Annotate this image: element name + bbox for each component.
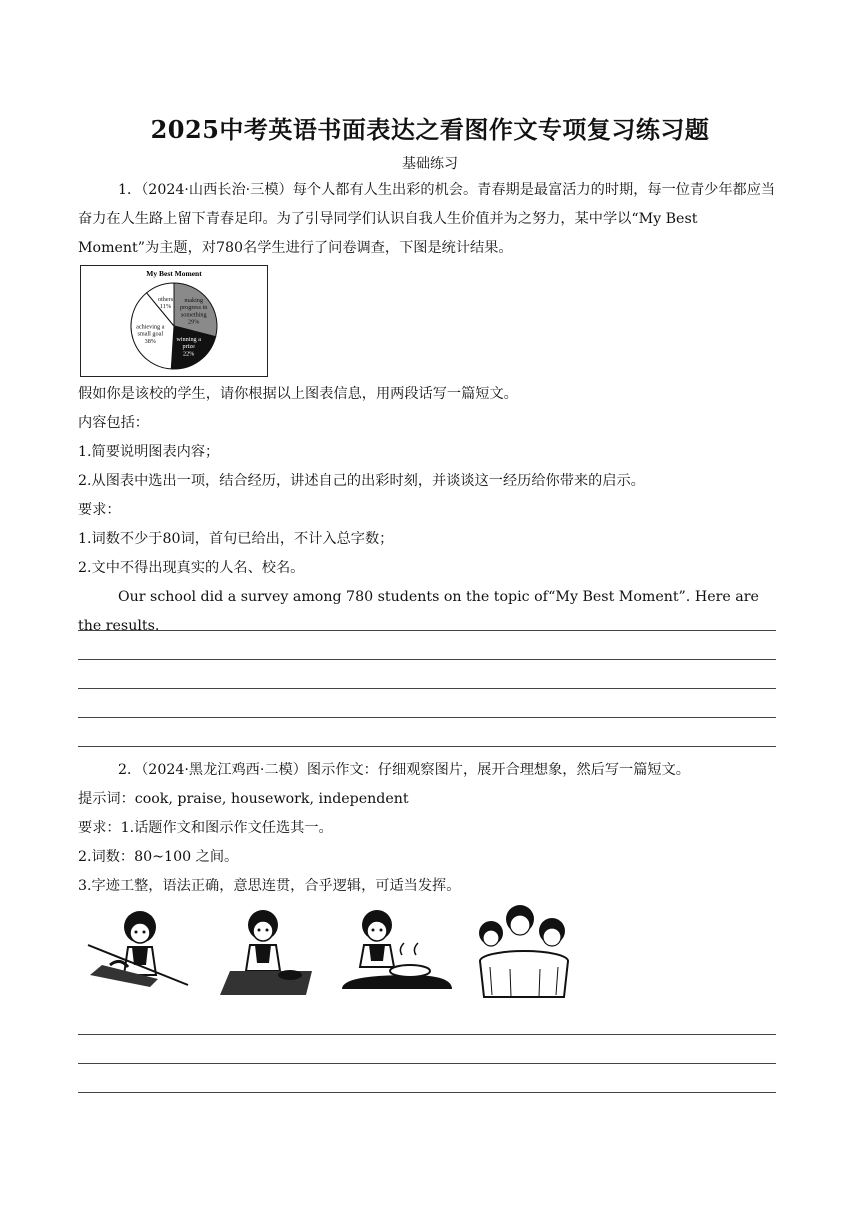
question-1-intro: 1．（2024·山西长治·三模）每个人都有人生出彩的机会。青春期是最富活力的时期，每一位青少年都应当奋力在人生路上留下青春足印。为了引导同学们认识自我人生价值并为之努力，某中学以“My Best Moment”为主题，对780名学生进行了问卷调查，下图是统计结果。 (78, 182, 776, 256)
pie-slice-label: winning a prize 22% (176, 335, 201, 358)
requirements-heading: 要求： (78, 502, 121, 518)
hint-words: 提示词：cook, praise, housework, independent (78, 791, 409, 807)
answer-line (78, 1092, 776, 1093)
pie-slice-label: achieving a small goal 38% (136, 323, 165, 345)
answer-line (78, 1034, 776, 1035)
pie-chart (80, 265, 268, 377)
q2-requirement-1: 要求：1.话题作文和图示作文任选其一。 (78, 820, 333, 836)
cooking-picture-sequence (80, 905, 580, 1000)
section-heading: 基础练习 (402, 156, 458, 172)
pie-chart-svg (81, 266, 267, 376)
answer-line (78, 746, 776, 747)
pie-slice-label: making progress in something 29% (180, 296, 208, 326)
chart-title: My Best Moment (146, 269, 202, 278)
requirement-item-1: 1.词数不少于80词，首句已给出，不计入总字数； (78, 531, 394, 547)
answer-line (78, 659, 776, 660)
requirement-item-2: 2.文中不得出现真实的人名、校名。 (78, 560, 305, 576)
picture-family-dinner (479, 905, 568, 997)
question-2-intro: 2．（2024·黑龙江鸡西·二模）图示作文：仔细观察图片，展开合理想象，然后写一篇短文。 (118, 762, 690, 778)
picture-girl-cooking-pot (342, 910, 452, 989)
given-first-sentence: Our school did a survey among 780 students on the topic of“My Best Moment”. Here are the results. (78, 589, 759, 634)
question-1-task: 假如你是该校的学生，请你根据以上图表信息，用两段话写一篇短文。 (78, 386, 518, 402)
answer-line (78, 630, 776, 631)
content-heading: 内容包括： (78, 415, 149, 431)
answer-line (78, 1063, 776, 1064)
content-item-2: 2.从图表中选出一项，结合经历，讲述自己的出彩时刻，并谈谈这一经历给你带来的启示。 (78, 473, 645, 489)
content-item-1: 1.简要说明图表内容； (78, 444, 220, 460)
q2-requirement-2: 2.词数：80~100 之间。 (78, 849, 239, 865)
picture-girl-chopping (88, 911, 188, 987)
page-title: 2025中考英语书面表达之看图作文专项复习练习题 (150, 115, 710, 144)
pie-slice-label: others 11% (157, 295, 174, 311)
answer-line (78, 688, 776, 689)
picture-girl-preparing-food (220, 910, 312, 995)
q2-requirement-3: 3.字迹工整，语法正确，意思连贯，合乎逻辑，可适当发挥。 (78, 878, 461, 894)
answer-line (78, 717, 776, 718)
